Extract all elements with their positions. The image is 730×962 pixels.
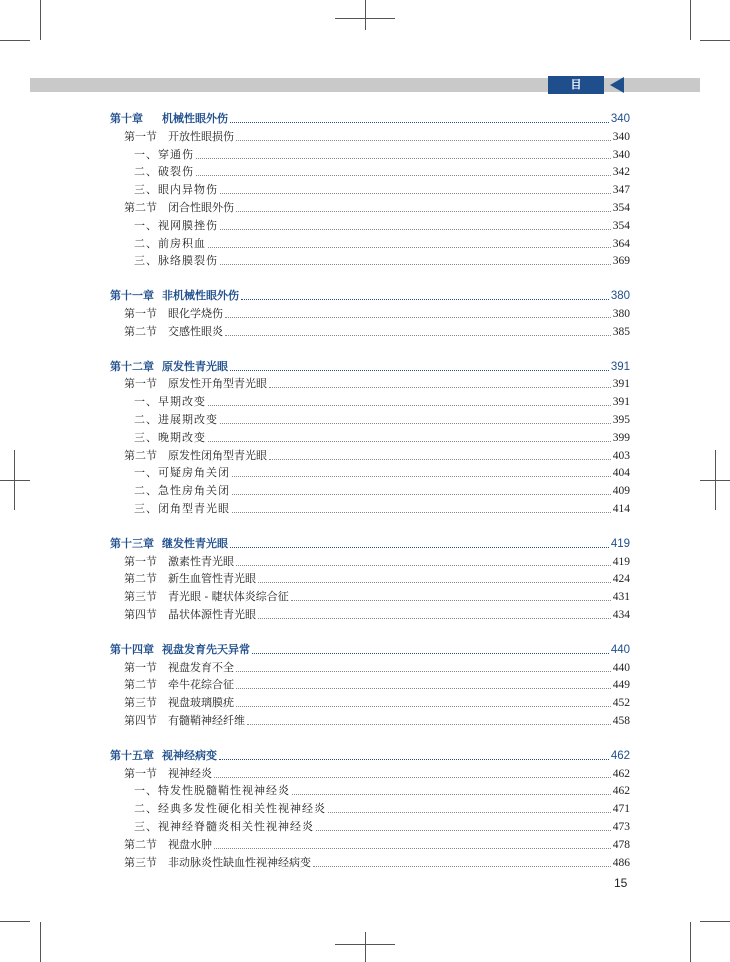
dot-leader <box>220 423 611 424</box>
dot-leader <box>196 158 611 159</box>
toc-entry-page: 391 <box>612 378 630 391</box>
toc-section-entry[interactable] <box>124 551 630 569</box>
toc-section-entry[interactable] <box>124 674 630 692</box>
toc-entry-title: 激素性青光眼 <box>168 554 234 568</box>
toc-section-entry[interactable] <box>124 710 630 728</box>
toc-entry-label <box>124 608 256 622</box>
toc-entry-label <box>134 237 206 251</box>
toc-item-entry[interactable] <box>134 480 630 498</box>
toc-entry-page: 419 <box>612 555 630 568</box>
toc-entry-page: 340 <box>612 130 630 143</box>
crop-mark <box>365 932 366 962</box>
toc-entry-label <box>134 802 326 816</box>
toc-section-entry[interactable] <box>124 445 630 463</box>
toc-item-entry[interactable] <box>134 427 630 445</box>
toc-chapter-entry[interactable] <box>110 639 630 657</box>
toc-entry-label <box>124 572 256 586</box>
toc-entry-title: 原发性闭角型青光眼 <box>168 448 267 462</box>
toc-entry-page: 404 <box>612 467 630 480</box>
toc-item-entry[interactable] <box>134 215 630 233</box>
dot-leader <box>241 299 609 300</box>
toc-entry-page: 369 <box>612 255 630 268</box>
toc-entry-number: 第三节 <box>124 696 157 710</box>
toc-entry-page: 354 <box>612 202 630 214</box>
dot-leader <box>220 229 611 230</box>
dot-leader <box>220 264 611 265</box>
toc-section-entry[interactable] <box>124 604 630 622</box>
toc-entry-title: 原发性青光眼 <box>162 359 228 373</box>
toc-item-entry[interactable] <box>134 179 630 197</box>
toc-entry-label <box>124 678 234 692</box>
toc-section-entry[interactable] <box>124 303 630 321</box>
toc-section-entry[interactable] <box>124 692 630 710</box>
dot-leader <box>208 441 611 442</box>
toc-entry-label <box>134 254 218 268</box>
crop-mark <box>335 944 395 945</box>
toc-entry-page: 478 <box>612 838 630 851</box>
toc-entry-title: 视神经病变 <box>162 748 217 762</box>
toc-entry-label <box>134 148 194 162</box>
toc-entry-number: 第一节 <box>124 307 157 320</box>
toc-entry-page: 462 <box>612 767 630 780</box>
toc-entry-page: 419 <box>610 537 630 550</box>
crop-mark <box>690 922 691 962</box>
toc-chapter-entry[interactable] <box>110 745 630 763</box>
toc-item-entry[interactable] <box>134 391 630 409</box>
toc-entry-label <box>124 377 267 391</box>
dot-leader <box>214 777 611 778</box>
toc-section-entry[interactable] <box>124 373 630 391</box>
dot-leader <box>236 671 611 672</box>
toc-entry-title: 一、视网膜挫伤 <box>134 218 218 232</box>
toc-chapter-entry[interactable] <box>110 285 630 303</box>
toc-entry-number: 第一节 <box>124 660 157 674</box>
toc-entry-number: 第十章 <box>110 112 143 125</box>
toc-entry-label <box>124 307 223 321</box>
toc-entry-title: 继发性青光眼 <box>162 536 228 550</box>
dot-leader <box>236 140 611 141</box>
dot-leader <box>196 175 611 176</box>
toc-entry-number: 第十二章 <box>110 359 154 373</box>
crop-mark <box>700 921 730 922</box>
toc-entry-label <box>124 856 311 870</box>
toc-entry-title: 眼化学烧伤 <box>168 307 223 320</box>
toc-section-entry[interactable] <box>124 586 630 604</box>
toc-entry-label <box>134 395 206 409</box>
toc-item-entry[interactable] <box>134 233 630 251</box>
dot-leader <box>258 582 611 583</box>
toc-entry-number: 第一节 <box>124 766 157 780</box>
toc-item-entry[interactable] <box>134 250 630 268</box>
dot-leader <box>208 405 611 406</box>
crop-mark <box>690 0 691 40</box>
toc-entry-number: 第十五章 <box>110 748 154 762</box>
toc-entry-title: 闭合性眼外伤 <box>168 201 234 214</box>
crop-mark <box>0 40 30 41</box>
toc-entry-label <box>124 714 245 728</box>
dot-leader <box>236 565 611 566</box>
toc-entry-label <box>124 767 212 781</box>
toc-entry-label <box>134 484 230 498</box>
toc-item-entry[interactable] <box>134 144 630 162</box>
toc-entry-number: 第三节 <box>124 855 157 869</box>
toc-entry-title: 视神经炎 <box>168 766 212 780</box>
toc-chapter-entry[interactable] <box>110 108 630 126</box>
toc-entry-number: 第二节 <box>124 201 157 214</box>
toc-entry-title: 二、经典多发性硬化相关性视神经炎 <box>134 802 326 816</box>
dot-leader <box>208 247 611 248</box>
dot-leader <box>232 476 611 477</box>
toc-entry-page: 409 <box>612 485 630 498</box>
toc-entry-page: 440 <box>610 643 630 656</box>
toc-entry-title: 三、视神经脊髓炎相关性视神经炎 <box>134 820 314 833</box>
toc-entry-title: 二、前房积血 <box>134 236 206 250</box>
toc-entry-label <box>134 466 230 480</box>
toc-entry-label <box>134 431 206 445</box>
toc-entry-label <box>134 183 218 197</box>
crop-mark <box>14 450 15 510</box>
toc-entry-page: 449 <box>612 679 630 692</box>
toc-entry-page: 340 <box>610 113 630 125</box>
toc-entry-number: 第十一章 <box>110 289 154 303</box>
crop-mark <box>365 0 366 30</box>
toc-entry-label <box>134 413 218 427</box>
toc-entry-page: 462 <box>612 785 630 798</box>
dot-leader <box>258 618 611 619</box>
dot-leader <box>214 848 611 849</box>
toc-entry-title: 牵牛花综合征 <box>168 678 234 692</box>
toc-entry-page: 395 <box>612 414 630 426</box>
toc-entry-page: 431 <box>612 591 630 604</box>
toc-entry-label <box>124 449 267 463</box>
toc-entry-title: 三、闭角型青光眼 <box>134 502 230 515</box>
dot-leader <box>328 812 611 813</box>
dot-leader <box>316 830 611 831</box>
toc-item-entry[interactable] <box>134 161 630 179</box>
toc-section-entry[interactable] <box>124 197 630 215</box>
toc-entry-page: 354 <box>612 219 630 232</box>
crop-mark <box>0 480 30 481</box>
toc-entry-title: 三、眼内异物伤 <box>134 183 218 197</box>
crop-mark <box>0 921 30 922</box>
toc-entry-title: 一、早期改变 <box>134 395 206 409</box>
toc-entry-title: 非动脉炎性缺血性视神经病变 <box>168 855 311 869</box>
crop-mark <box>40 922 41 962</box>
toc-entry-page: 399 <box>612 431 630 444</box>
toc-item-entry[interactable] <box>134 462 630 480</box>
dot-leader <box>292 794 611 795</box>
toc-entry-label <box>110 112 228 126</box>
toc-entry-label <box>134 784 290 798</box>
toc-entry-title: 二、急性房角关闭 <box>134 484 230 498</box>
toc-section-entry[interactable] <box>124 852 630 870</box>
toc-entry-page: 462 <box>610 749 630 762</box>
toc-entry-number: 第二节 <box>124 572 157 586</box>
toc-entry-label <box>110 289 239 303</box>
crop-mark <box>40 0 41 40</box>
toc-section-entry[interactable] <box>124 321 630 339</box>
toc-entry-title: 二、进展期改变 <box>134 413 218 426</box>
toc-chapter-entry[interactable] <box>110 533 630 551</box>
toc-entry-number: 第一节 <box>124 377 157 391</box>
toc-entry-page: 473 <box>612 821 630 833</box>
dot-leader <box>230 122 609 123</box>
toc-section-entry[interactable] <box>124 763 630 781</box>
toc-section-entry[interactable] <box>124 834 630 852</box>
toc-entry-title: 一、穿通伤 <box>134 147 194 161</box>
toc-entry-page: 434 <box>612 609 630 621</box>
toc-entry-page: 414 <box>612 503 630 515</box>
toc-item-entry[interactable] <box>134 816 630 834</box>
toc-entry-label <box>134 820 314 834</box>
toc-entry-label <box>124 590 289 604</box>
toc-entry-title: 三、脉络膜裂伤 <box>134 254 218 268</box>
toc-entry-label <box>124 201 234 215</box>
toc-item-entry[interactable] <box>134 798 630 816</box>
toc-entry-number: 第一节 <box>124 129 157 143</box>
toc-entry-page: 403 <box>612 449 630 462</box>
toc-entry-page: 342 <box>612 166 630 179</box>
toc-entry-page: 424 <box>612 573 630 586</box>
toc-entry-title: 机械性眼外伤 <box>162 112 228 125</box>
toc-entry-page: 458 <box>612 715 630 727</box>
page-number: 15 <box>614 876 628 890</box>
toc-entry-label <box>124 130 234 144</box>
toc-chapter-entry[interactable] <box>110 356 630 374</box>
dot-leader <box>269 459 611 460</box>
crop-mark <box>700 40 730 41</box>
dot-leader <box>230 370 609 371</box>
toc-entry-title: 视盘水肿 <box>168 837 212 851</box>
toc-entry-title: 一、特发性脱髓鞘性视神经炎 <box>134 784 290 798</box>
toc-item-entry[interactable] <box>134 780 630 798</box>
toc-entry-title: 青光眼 - 睫状体炎综合征 <box>168 590 289 604</box>
toc-entry-label <box>110 643 250 657</box>
toc-entry-page: 471 <box>612 803 630 816</box>
toc-entry-number: 第十三章 <box>110 536 154 550</box>
toc-entry-number: 第二节 <box>124 324 157 338</box>
toc-entry-page: 486 <box>612 856 630 869</box>
dot-leader <box>220 193 611 194</box>
toc-entry-label <box>124 838 212 852</box>
dot-leader <box>236 211 611 212</box>
toc-entry-number: 第四节 <box>124 714 157 727</box>
toc-entry-page: 385 <box>612 325 630 338</box>
toc-entry-page: 452 <box>612 697 630 710</box>
crop-mark <box>335 18 395 19</box>
toc-section-entry[interactable] <box>124 568 630 586</box>
dot-leader <box>291 600 611 601</box>
toc-entry-number: 第四节 <box>124 608 157 621</box>
dot-leader <box>247 724 611 725</box>
crop-mark <box>715 450 716 510</box>
toc-entry-title: 交感性眼炎 <box>168 324 223 338</box>
dot-leader <box>219 759 609 760</box>
toc-header-label: 目 录 <box>548 76 604 94</box>
toc-entry-title: 晶状体源性青光眼 <box>168 608 256 621</box>
dot-leader <box>232 512 611 513</box>
dot-leader <box>225 317 611 318</box>
toc-entry-title: 新生血管性青光眼 <box>168 572 256 586</box>
toc-entry-title: 非机械性眼外伤 <box>162 289 239 303</box>
toc-item-entry[interactable] <box>134 498 630 516</box>
toc-entry-number: 第二节 <box>124 448 157 462</box>
dot-leader <box>252 653 609 654</box>
toc-entry-page: 391 <box>610 360 630 373</box>
toc-section-entry[interactable] <box>124 126 630 144</box>
toc-entry-title: 开放性眼损伤 <box>168 129 234 143</box>
dot-leader <box>236 688 611 689</box>
toc-entry-page: 380 <box>612 308 630 320</box>
toc-entry-label <box>110 537 228 551</box>
toc-entry-label <box>134 165 194 179</box>
dot-leader <box>313 866 611 867</box>
toc-entry-title: 视盘发育先天异常 <box>162 642 250 656</box>
toc-entry-page: 391 <box>612 396 630 409</box>
toc-entry-title: 二、破裂伤 <box>134 165 194 179</box>
toc-entry-label <box>124 696 234 710</box>
toc-entry-title: 原发性开角型青光眼 <box>168 377 267 391</box>
dot-leader <box>232 494 611 495</box>
toc-entry-title: 一、可疑房角关闭 <box>134 466 230 480</box>
toc-entry-title: 三、晚期改变 <box>134 430 206 444</box>
toc-entry-page: 340 <box>612 148 630 161</box>
toc-entry-label <box>134 219 218 233</box>
toc-entry-label <box>124 661 234 675</box>
toc-section-entry[interactable] <box>124 657 630 675</box>
dot-leader <box>269 387 611 388</box>
toc-entry-label <box>110 360 228 374</box>
toc-item-entry[interactable] <box>134 409 630 427</box>
toc-entry-page: 364 <box>612 237 630 250</box>
toc-entry-number: 第二节 <box>124 678 157 692</box>
toc-entry-page: 347 <box>612 184 630 197</box>
toc-entry-title: 视盘玻璃膜疣 <box>168 696 234 710</box>
toc-entry-title: 视盘发育不全 <box>168 660 234 674</box>
toc-entry-number: 第二节 <box>124 837 157 851</box>
toc-entry-label <box>124 325 223 339</box>
toc-entry-number: 第十四章 <box>110 642 154 656</box>
toc-entry-label <box>134 502 230 516</box>
dot-leader <box>225 335 611 336</box>
toc-entry-number: 第三节 <box>124 590 157 604</box>
toc-entry-title: 有髓鞘神经纤维 <box>168 714 245 727</box>
toc-entry-label <box>124 555 234 569</box>
triangle-pointer-icon <box>610 77 624 93</box>
toc-entry-label <box>110 749 217 763</box>
dot-leader <box>236 706 611 707</box>
toc-entry-page: 380 <box>610 290 630 303</box>
dot-leader <box>230 547 609 548</box>
toc-entry-number: 第一节 <box>124 554 157 568</box>
toc-entry-page: 440 <box>612 661 630 674</box>
